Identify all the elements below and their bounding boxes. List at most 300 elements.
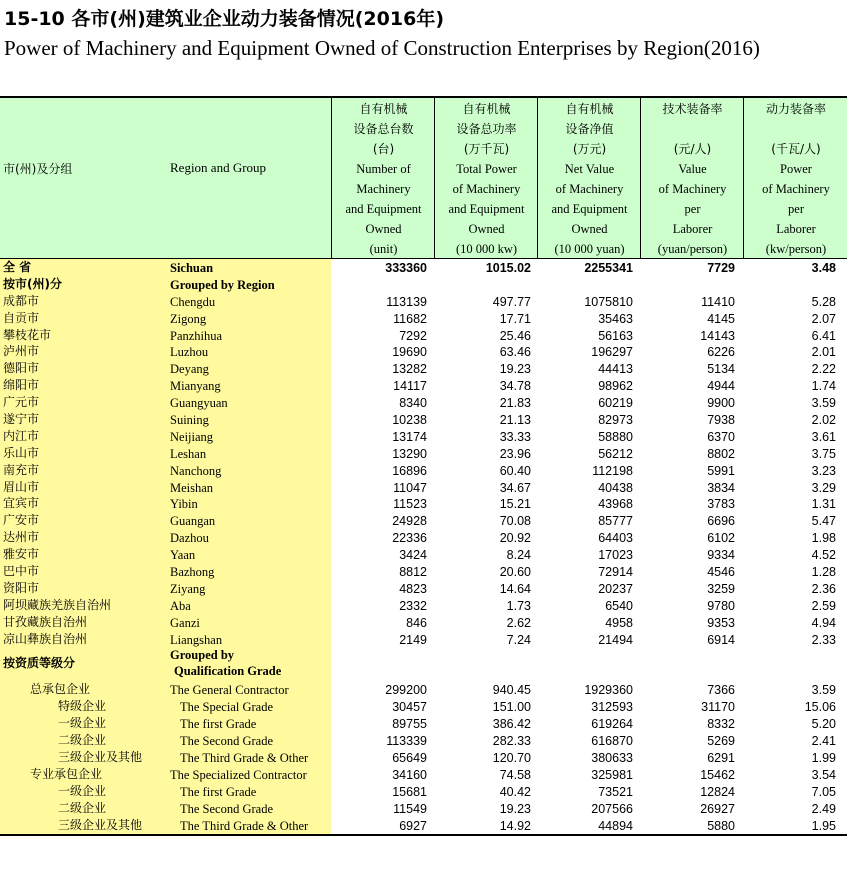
row-value-col2: 33.33: [499, 429, 531, 444]
row-value-col5: 2.36: [811, 581, 836, 596]
row-label-background: [0, 259, 331, 276]
column-header-en-line: Total Power: [456, 162, 517, 176]
row-value-col4: 4145: [707, 311, 735, 326]
row-label-en: The Specialized Contractor: [170, 767, 307, 782]
row-value-col4: 7938: [707, 413, 735, 428]
row-value-col1: 16896: [392, 463, 427, 478]
row-value-col3: 6540: [605, 598, 633, 613]
row-value-col4: 5880: [707, 818, 735, 833]
row-label-cn: 凉山彝族自治州: [3, 631, 88, 646]
row-value-col3: 64403: [598, 531, 633, 546]
row-value-col4: 8802: [707, 446, 735, 461]
row-value-col2: 23.96: [499, 446, 531, 461]
row-label-background: [0, 800, 331, 817]
row-value-col4: 6226: [707, 345, 735, 360]
row-value-col1: 2149: [399, 632, 427, 647]
row-label-cn: 雅安市: [3, 547, 40, 562]
row-value-col2: 14.64: [499, 581, 531, 596]
table-row: [0, 343, 847, 360]
column-header-1: [331, 98, 435, 259]
row-value-col3: 21494: [598, 632, 633, 647]
column-header-en-line: Number of: [356, 162, 411, 176]
column-header-cn-line: [744, 119, 847, 139]
row-value-col2: 19.23: [499, 801, 531, 816]
column-header-cn-line: 自有机械: [359, 102, 408, 116]
table-row: [0, 681, 847, 698]
row-label-cn: 攀枝花市: [3, 327, 52, 342]
row-value-col4: 4546: [707, 565, 735, 580]
column-header-en-line: per: [684, 202, 701, 216]
row-label-cn: 二级企业: [58, 800, 107, 815]
row-value-col1: 113339: [386, 734, 427, 749]
row-label-cn: 广安市: [3, 513, 40, 528]
row-value-col5: 6.41: [811, 328, 836, 343]
column-header-cn-line: 设备总台数: [353, 122, 414, 136]
row-value-col3: 98962: [598, 379, 633, 394]
row-value-col4: 3783: [707, 497, 735, 512]
row-label-cn: 资阳市: [3, 580, 40, 595]
row-value-col3: 112198: [592, 463, 633, 478]
row-value-col4: 26927: [700, 801, 735, 816]
row-value-col3: 616870: [591, 734, 633, 749]
row-value-col5: 3.61: [811, 429, 836, 444]
column-header-en-line: (kw/person): [765, 242, 827, 256]
table-row: [0, 597, 847, 614]
row-label-en: The Third Grade & Other: [180, 818, 309, 833]
row-value-col3: 85777: [598, 514, 633, 529]
row-label-cn: 三级企业及其他: [58, 750, 143, 765]
row-label-en: The Second Grade: [180, 801, 274, 816]
row-label-background: [0, 783, 331, 800]
row-value-col4: 9900: [707, 396, 735, 411]
row-value-col5: 5.20: [811, 717, 836, 732]
row-value-col5: 2.49: [811, 801, 836, 816]
row-label-en: Chengdu: [170, 294, 216, 309]
row-value-col2: 1.73: [506, 598, 531, 613]
row-value-col3: 58880: [598, 429, 633, 444]
row-value-col5: 4.52: [811, 548, 836, 563]
row-value-col4: 9334: [707, 548, 735, 563]
row-value-col4: 8332: [707, 717, 735, 732]
column-header-en-line: Value: [678, 162, 707, 176]
row-value-col2: 20.92: [499, 531, 531, 546]
row-value-col5: 1.99: [811, 751, 836, 766]
column-header-en-line: of Machinery: [762, 182, 830, 196]
row-label-en: Bazhong: [170, 565, 215, 580]
column-header-4: [640, 98, 744, 259]
row-value-col5: 1.95: [811, 818, 836, 833]
row-label-cn: 眉山市: [3, 479, 40, 494]
row-value-col3: 72914: [598, 565, 633, 580]
row-value-col4: 31170: [701, 700, 735, 715]
column-header-cn-line: 动力装备率: [765, 102, 826, 116]
row-label-cn: 绵阳市: [3, 378, 40, 393]
row-label-en: Nanchong: [170, 463, 222, 478]
column-header-en-line: Net Value: [564, 162, 615, 176]
row-label-en: Dazhou: [170, 531, 209, 546]
row-value-col1: 846: [406, 615, 427, 630]
row-value-col3: 44413: [598, 362, 633, 377]
row-value-col5: 2.59: [811, 598, 836, 613]
row-value-col2: 940.45: [492, 683, 531, 698]
row-label-background: [0, 310, 331, 327]
row-value-col1: 10238: [392, 413, 427, 428]
row-label-cn: 阿坝藏族羌族自治州: [3, 597, 112, 612]
column-header-en-line: of Machinery: [452, 182, 521, 196]
row-value-col2: 34.78: [499, 379, 531, 394]
row-label-en: Guangan: [170, 514, 216, 529]
row-value-col2: 74.58: [499, 767, 531, 782]
row-value-col1: 34160: [392, 767, 427, 782]
row-value-col2: 15.21: [499, 497, 531, 512]
row-label-background: [0, 732, 331, 749]
row-label-en: Liangshan: [170, 632, 223, 647]
row-value-col2: 120.70: [492, 751, 531, 766]
row-label-en: Luzhou: [170, 345, 209, 360]
row-value-col5: 15.06: [804, 700, 836, 715]
row-value-col3: 20237: [598, 581, 633, 596]
row-value-col5: 4.94: [811, 615, 836, 630]
row-label-background: [0, 394, 331, 411]
row-value-col4: 15462: [700, 767, 735, 782]
column-header-cn-line: 技术装备率: [662, 102, 723, 116]
row-value-col5: 1.31: [811, 497, 836, 512]
column-header-cn-line: (万千瓦): [463, 142, 510, 156]
row-value-col3: 4958: [605, 615, 633, 630]
row-label-cn: 一级企业: [58, 716, 107, 731]
table-header: [0, 98, 847, 259]
row-value-col3: 312593: [591, 700, 633, 715]
row-value-col1: 13290: [392, 446, 427, 461]
row-value-col3: 73521: [598, 784, 633, 799]
row-value-col3: 619264: [591, 717, 633, 732]
table-row: [0, 580, 847, 597]
column-header-en-line: and Equipment: [345, 202, 422, 216]
table-row: [0, 293, 847, 310]
row-label-en: Ganzi: [170, 615, 200, 630]
row-value-col1: 22336: [392, 531, 427, 546]
row-label-en: Deyang: [170, 362, 209, 377]
row-value-col4: 6291: [707, 751, 735, 766]
row-value-col4: 6696: [707, 514, 735, 529]
row-value-col5: 2.02: [811, 413, 836, 428]
row-label-en: The first Grade: [180, 717, 257, 732]
row-value-col2: 8.24: [506, 548, 531, 563]
table-row: [0, 377, 847, 394]
row-label-background: [0, 529, 331, 546]
row-label-background: [0, 479, 331, 496]
row-value-col3: 325981: [591, 767, 633, 782]
row-value-col5: 3.75: [811, 446, 836, 461]
row-label-cn: 内江市: [3, 428, 40, 443]
table-row: [0, 276, 847, 293]
column-header-cn-line: (台): [372, 142, 395, 156]
row-value-col5: 1.28: [811, 565, 836, 580]
row-value-col2: 25.46: [499, 328, 531, 343]
row-value-col3: 2255341: [584, 261, 633, 275]
row-label-background: [0, 495, 331, 512]
row-label-cn: 按资质等级分: [3, 656, 76, 671]
row-label-background: [0, 343, 331, 360]
column-header-en-line: Owned: [468, 222, 505, 236]
column-header-cn-line: (万元): [572, 142, 607, 156]
row-label-cn: 自贡市: [3, 310, 40, 325]
row-label-cn: 巴中市: [3, 564, 40, 579]
row-value-col5: 2.07: [811, 311, 836, 326]
row-value-col2: 17.71: [499, 311, 531, 326]
row-value-col3: 43968: [598, 497, 633, 512]
row-value-col3: 60219: [598, 396, 633, 411]
column-header-cn-line: 设备总功率: [456, 122, 517, 136]
row-label-cn: 乐山市: [3, 445, 40, 460]
row-label-cn: 达州市: [3, 530, 40, 545]
row-label-cn: 德阳市: [3, 361, 40, 376]
row-value-col2: 40.42: [499, 784, 531, 799]
page-title-cn: 15-10 各市(州)建筑业企业动力装备情况(2016年): [4, 8, 444, 30]
row-value-col1: 3424: [399, 548, 427, 563]
row-value-col4: 6370: [707, 429, 735, 444]
row-value-col4: 9780: [707, 598, 735, 613]
table-row: [0, 563, 847, 580]
row-value-col1: 89755: [392, 717, 427, 732]
table-row: [0, 360, 847, 377]
row-value-col3: 82973: [598, 413, 633, 428]
row-value-col4: 5134: [707, 362, 735, 377]
table-row: [0, 766, 847, 783]
row-value-col1: 8340: [399, 396, 427, 411]
row-label-en: Aba: [170, 598, 191, 613]
table-row: [0, 310, 847, 327]
column-header-cn-line: 自有机械: [565, 102, 614, 116]
row-value-col5: 2.22: [811, 362, 836, 377]
table-body: [0, 259, 847, 834]
row-value-col4: 5991: [707, 463, 735, 478]
row-value-col4: 4944: [707, 379, 735, 394]
row-value-col4: 7729: [707, 261, 735, 275]
table-row: [0, 495, 847, 512]
row-value-col3: 40438: [598, 480, 633, 495]
row-label-cn: 按市(州)分: [3, 276, 62, 291]
page-title-en: Power of Machinery and Equipment Owned of Construction Enterprises by Region(2016): [4, 36, 760, 60]
row-label-background: [0, 546, 331, 563]
row-label-cn: 一级企业: [58, 783, 107, 798]
row-value-col2: 14.92: [499, 818, 531, 833]
row-value-col5: 1.74: [811, 379, 836, 394]
row-value-col2: 21.13: [499, 413, 531, 428]
row-value-col2: 63.46: [499, 345, 531, 360]
row-value-col1: 7292: [399, 328, 427, 343]
row-label-background: [0, 462, 331, 479]
row-value-col5: 3.59: [811, 683, 836, 698]
row-value-col2: 34.67: [499, 480, 531, 495]
row-label-en: Sichuan: [170, 261, 214, 275]
row-value-col4: 5269: [707, 734, 735, 749]
row-label-background: [0, 428, 331, 445]
column-header-2: [434, 98, 538, 259]
row-label-background: [0, 411, 331, 428]
row-label-en: Guangyuan: [170, 396, 228, 411]
row-value-col2: 151.00: [492, 700, 531, 715]
row-value-col5: 2.41: [811, 734, 836, 749]
row-value-col3: 1075810: [584, 294, 633, 309]
row-value-col3: 56212: [598, 446, 633, 461]
row-label-en: The General Contractor: [170, 683, 289, 698]
row-value-col5: 3.59: [811, 396, 836, 411]
row-value-col3: 35463: [598, 311, 633, 326]
table-row: [0, 259, 847, 276]
row-value-col2: 21.83: [499, 396, 531, 411]
row-label-background: [0, 377, 331, 394]
column-header-en-line: per: [788, 202, 804, 216]
row-label-cn: 特级企业: [58, 699, 107, 714]
row-value-col2: 60.40: [499, 463, 531, 478]
column-header-en-line: Laborer: [776, 222, 816, 236]
row-value-col3: 380633: [591, 751, 633, 766]
row-label-cn: 宜宾市: [3, 496, 40, 511]
column-header-en-line: (10 000 kw): [455, 242, 518, 256]
row-value-col5: 2.33: [811, 632, 836, 647]
row-label-cn: 三级企业及其他: [58, 817, 143, 832]
row-label-en: Grouped by Qualification Grade: [170, 648, 282, 679]
table-row: [0, 445, 847, 462]
row-value-col1: 299200: [385, 683, 427, 698]
row-value-col1: 11523: [393, 497, 427, 512]
row-value-col5: 7.05: [811, 784, 836, 799]
column-header-en-line: and Equipment: [448, 202, 525, 216]
row-value-col5: 3.48: [811, 261, 836, 275]
row-value-col5: 3.54: [811, 767, 836, 782]
table-row: [0, 715, 847, 732]
row-value-col4: 12824: [700, 784, 735, 799]
row-label-en: Neijiang: [170, 429, 214, 444]
row-value-col2: 386.42: [492, 717, 531, 732]
row-value-col2: 282.33: [492, 734, 531, 749]
row-label-background: [0, 360, 331, 377]
row-label-en: Grouped by Region: [170, 277, 275, 292]
row-label-en: Yibin: [170, 497, 198, 512]
row-label-background: [0, 293, 331, 310]
row-value-col3: 196297: [591, 345, 633, 360]
row-label-en: Panzhihua: [170, 328, 223, 343]
row-value-col2: 7.24: [506, 632, 531, 647]
row-label-cn: 二级企业: [58, 733, 107, 748]
row-value-col1: 333360: [385, 261, 427, 275]
column-header-en-line: Power: [780, 162, 812, 176]
row-value-col1: 30457: [392, 700, 427, 715]
row-value-col1: 11047: [393, 480, 427, 495]
row-value-col4: 14143: [700, 328, 735, 343]
row-label-en: The Second Grade: [180, 734, 274, 749]
column-header-cn-line: (千瓦/人): [771, 142, 821, 156]
row-value-col1: 4823: [399, 581, 427, 596]
row-label-en: Yaan: [170, 548, 196, 563]
row-label-en: Zigong: [170, 311, 207, 326]
column-header-cn-line: [641, 119, 744, 139]
column-header-3: [537, 98, 641, 259]
table-row: [0, 411, 847, 428]
table-row: [0, 462, 847, 479]
row-label-en: Meishan: [170, 480, 214, 495]
table-row: [0, 546, 847, 563]
table-row: [0, 327, 847, 344]
statistics-table: [0, 96, 847, 836]
row-value-col3: 44894: [598, 818, 633, 833]
row-value-col1: 8812: [399, 565, 427, 580]
row-label-background: [0, 580, 331, 597]
row-value-col2: 1015.02: [485, 261, 531, 275]
row-value-col4: 3259: [707, 581, 735, 596]
row-value-col2: 497.77: [492, 294, 531, 309]
row-value-col1: 65649: [392, 751, 427, 766]
column-header-en-line: of Machinery: [555, 182, 624, 196]
row-value-col1: 13282: [392, 362, 427, 377]
column-header-cn-line: 设备净值: [565, 122, 614, 136]
table-row: [0, 479, 847, 496]
row-value-col4: 3834: [707, 480, 735, 495]
row-value-col4: 6102: [707, 531, 735, 546]
column-header-en-line: Laborer: [672, 222, 713, 236]
row-label-en: The Special Grade: [180, 700, 274, 715]
row-label-cn: 广元市: [3, 395, 40, 410]
row-label-en: Suining: [170, 413, 209, 428]
row-value-col3: 1929360: [584, 683, 633, 698]
table-row: [0, 817, 847, 834]
column-header-cn-line: (元/人): [673, 142, 712, 156]
row-value-col4: 7366: [707, 683, 735, 698]
row-label-en: Leshan: [170, 446, 207, 461]
header-label-en: Region and Group: [170, 160, 267, 175]
row-label-en: Mianyang: [170, 379, 221, 394]
row-label-cn: 南充市: [3, 462, 40, 477]
row-label-background: [0, 445, 331, 462]
row-value-col2: 70.08: [499, 514, 531, 529]
table-row: [0, 698, 847, 715]
table-row: [0, 783, 847, 800]
row-label-background: [0, 698, 331, 715]
row-label-cn: 总承包企业: [30, 682, 91, 697]
row-value-col5: 1.98: [811, 531, 836, 546]
column-header-en-line: Owned: [365, 222, 402, 236]
row-value-col1: 11549: [393, 801, 427, 816]
row-label-cn: 成都市: [3, 293, 40, 308]
table-row: [0, 512, 847, 529]
row-value-col1: 6927: [399, 818, 427, 833]
row-label-en-line2: Qualification Grade: [174, 664, 282, 679]
row-value-col1: 2332: [399, 598, 427, 613]
row-value-col5: 3.23: [811, 463, 836, 478]
row-value-col1: 19690: [392, 345, 427, 360]
row-value-col5: 2.01: [811, 345, 836, 360]
row-value-col3: 207566: [591, 801, 633, 816]
row-value-col1: 13174: [392, 429, 427, 444]
table-row: [0, 749, 847, 766]
row-value-col2: 2.62: [506, 615, 531, 630]
table-row: [0, 529, 847, 546]
row-value-col1: 11682: [393, 311, 427, 326]
row-label-en: The first Grade: [180, 784, 257, 799]
table-row: [0, 647, 847, 681]
column-header-en-line: (unit): [369, 242, 398, 256]
table-row: [0, 631, 847, 648]
table-row: [0, 614, 847, 631]
row-label-cn: 专业承包企业: [30, 766, 103, 781]
row-value-col2: 19.23: [499, 362, 531, 377]
row-label-cn: 泸州市: [3, 344, 40, 359]
row-label-background: [0, 512, 331, 529]
row-value-col5: 3.29: [811, 480, 836, 495]
column-header-en-line: (10 000 yuan): [554, 242, 625, 256]
row-label-en: Ziyang: [170, 581, 206, 596]
